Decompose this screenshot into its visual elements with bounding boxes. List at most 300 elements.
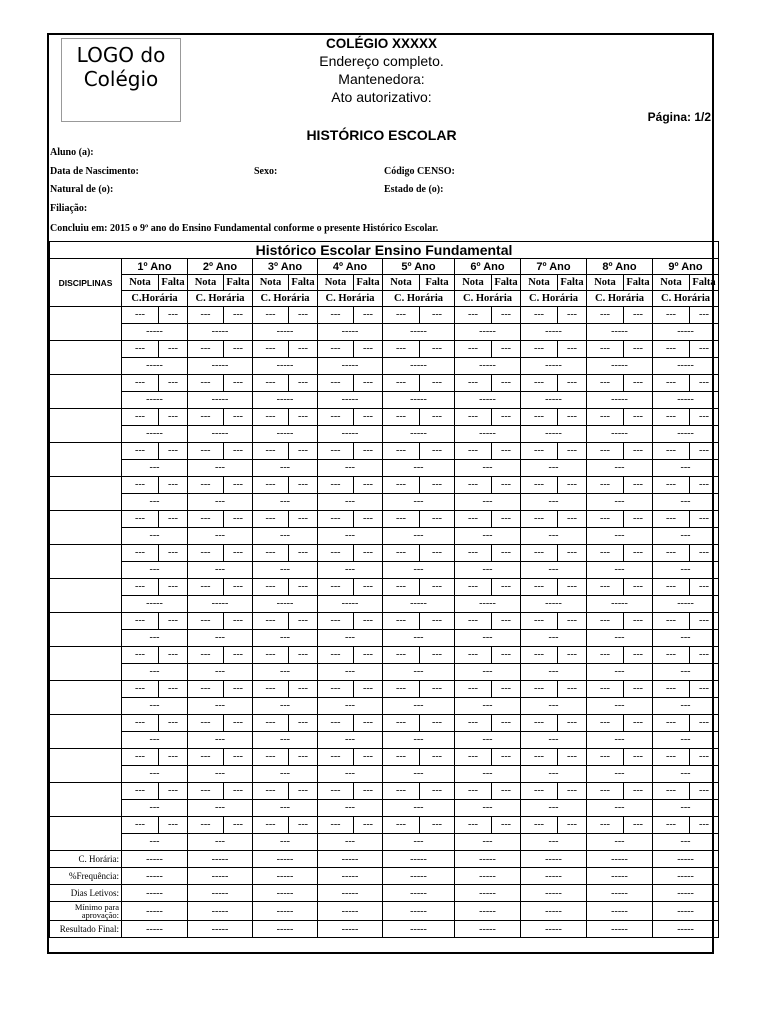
falta-cell[interactable]: --- [624,715,653,732]
nota-cell[interactable]: --- [122,715,159,732]
ch-cell[interactable]: --- [653,698,719,715]
ch-cell[interactable]: --- [188,732,253,749]
ch-cell[interactable]: --- [455,494,521,511]
nota-cell[interactable]: --- [521,783,558,800]
ch-cell[interactable]: ----- [455,596,521,613]
falta-cell[interactable]: --- [690,511,719,528]
nota-cell[interactable]: --- [318,307,354,324]
falta-cell[interactable]: --- [224,681,253,698]
falta-cell[interactable]: --- [558,375,587,392]
nota-cell[interactable]: --- [122,307,159,324]
summary-value[interactable]: ----- [253,902,318,921]
ch-cell[interactable]: --- [122,562,188,579]
nota-cell[interactable]: --- [653,511,690,528]
nota-cell[interactable]: --- [318,681,354,698]
ch-cell[interactable]: --- [653,800,719,817]
ch-cell[interactable]: --- [122,460,188,477]
nota-cell[interactable]: --- [587,613,624,630]
falta-cell[interactable]: --- [354,783,383,800]
falta-cell[interactable]: --- [224,307,253,324]
nota-cell[interactable]: --- [521,749,558,766]
falta-cell[interactable]: --- [492,307,521,324]
ch-cell[interactable]: ----- [455,392,521,409]
nota-cell[interactable]: --- [521,647,558,664]
falta-cell[interactable]: --- [690,817,719,834]
summary-value[interactable]: ----- [653,868,719,885]
ch-cell[interactable]: --- [653,460,719,477]
ch-cell[interactable]: --- [318,698,383,715]
falta-cell[interactable]: --- [624,477,653,494]
ch-cell[interactable]: --- [253,528,318,545]
ch-cell[interactable]: ----- [587,426,653,443]
nota-cell[interactable]: --- [318,579,354,596]
nota-cell[interactable]: --- [653,443,690,460]
ch-cell[interactable]: --- [318,834,383,851]
ch-cell[interactable]: --- [455,664,521,681]
ch-cell[interactable]: --- [383,630,455,647]
falta-cell[interactable]: --- [492,613,521,630]
nota-cell[interactable]: --- [122,579,159,596]
ch-cell[interactable]: ----- [188,596,253,613]
ch-cell[interactable]: --- [653,630,719,647]
discipline-name-cell[interactable] [50,817,122,851]
summary-value[interactable]: ----- [521,885,587,902]
nota-cell[interactable]: --- [253,375,289,392]
falta-cell[interactable]: --- [690,681,719,698]
falta-cell[interactable]: --- [354,613,383,630]
nota-cell[interactable]: --- [188,715,224,732]
ch-cell[interactable]: ----- [521,324,587,341]
ch-cell[interactable]: --- [122,494,188,511]
nota-cell[interactable]: --- [587,783,624,800]
falta-cell[interactable]: --- [492,375,521,392]
nota-cell[interactable]: --- [455,477,492,494]
falta-cell[interactable]: --- [420,477,455,494]
ch-cell[interactable]: --- [383,766,455,783]
ch-cell[interactable]: --- [521,460,587,477]
nota-cell[interactable]: --- [188,375,224,392]
ch-cell[interactable]: --- [253,630,318,647]
falta-cell[interactable]: --- [224,545,253,562]
falta-cell[interactable]: --- [624,783,653,800]
falta-cell[interactable]: --- [690,477,719,494]
nota-cell[interactable]: --- [653,307,690,324]
nota-cell[interactable]: --- [253,307,289,324]
summary-value[interactable]: ----- [587,885,653,902]
ch-cell[interactable]: --- [383,664,455,681]
ch-cell[interactable]: ----- [587,596,653,613]
nota-cell[interactable]: --- [122,511,159,528]
falta-cell[interactable]: --- [420,341,455,358]
ch-cell[interactable]: --- [587,494,653,511]
ch-cell[interactable]: --- [253,460,318,477]
nota-cell[interactable]: --- [188,409,224,426]
nota-cell[interactable]: --- [122,545,159,562]
ch-cell[interactable]: ----- [383,392,455,409]
nota-cell[interactable]: --- [383,443,420,460]
falta-cell[interactable]: --- [354,341,383,358]
falta-cell[interactable]: --- [354,681,383,698]
nota-cell[interactable]: --- [318,613,354,630]
nota-cell[interactable]: --- [122,647,159,664]
nota-cell[interactable]: --- [455,409,492,426]
falta-cell[interactable]: --- [224,783,253,800]
ch-cell[interactable]: --- [653,562,719,579]
falta-cell[interactable]: --- [624,375,653,392]
ch-cell[interactable]: --- [521,528,587,545]
nota-cell[interactable]: --- [587,375,624,392]
summary-value[interactable]: ----- [455,885,521,902]
ch-cell[interactable]: ----- [188,426,253,443]
nota-cell[interactable]: --- [521,307,558,324]
ch-cell[interactable]: ----- [253,392,318,409]
ch-cell[interactable]: ----- [122,596,188,613]
nota-cell[interactable]: --- [383,375,420,392]
falta-cell[interactable]: --- [224,715,253,732]
discipline-name-cell[interactable] [50,647,122,681]
falta-cell[interactable]: --- [420,749,455,766]
ch-cell[interactable]: --- [122,664,188,681]
nota-cell[interactable]: --- [521,579,558,596]
ch-cell[interactable]: --- [122,800,188,817]
ch-cell[interactable]: --- [318,494,383,511]
falta-cell[interactable]: --- [558,307,587,324]
nota-cell[interactable]: --- [653,715,690,732]
ch-cell[interactable]: --- [188,800,253,817]
nota-cell[interactable]: --- [253,783,289,800]
ch-cell[interactable]: ----- [521,358,587,375]
falta-cell[interactable]: --- [492,715,521,732]
falta-cell[interactable]: --- [420,511,455,528]
ch-cell[interactable]: --- [587,460,653,477]
ch-cell[interactable]: --- [122,528,188,545]
ch-cell[interactable]: --- [521,766,587,783]
summary-value[interactable]: ----- [122,868,188,885]
ch-cell[interactable]: ----- [455,426,521,443]
summary-value[interactable]: ----- [122,885,188,902]
ch-cell[interactable]: --- [653,766,719,783]
summary-value[interactable]: ----- [318,902,383,921]
falta-cell[interactable]: --- [624,409,653,426]
falta-cell[interactable]: --- [224,749,253,766]
ch-cell[interactable]: --- [587,562,653,579]
falta-cell[interactable]: --- [159,409,188,426]
falta-cell[interactable]: --- [492,477,521,494]
summary-value[interactable]: ----- [653,902,719,921]
ch-cell[interactable]: --- [521,834,587,851]
ch-cell[interactable]: --- [455,528,521,545]
ch-cell[interactable]: --- [383,460,455,477]
nota-cell[interactable]: --- [587,647,624,664]
summary-value[interactable]: ----- [521,921,587,938]
falta-cell[interactable]: --- [224,579,253,596]
ch-cell[interactable]: --- [383,834,455,851]
falta-cell[interactable]: --- [558,613,587,630]
falta-cell[interactable]: --- [354,375,383,392]
discipline-name-cell[interactable] [50,409,122,443]
discipline-name-cell[interactable] [50,681,122,715]
ch-cell[interactable]: ----- [587,392,653,409]
summary-value[interactable]: ----- [383,885,455,902]
falta-cell[interactable]: --- [289,647,318,664]
nota-cell[interactable]: --- [653,681,690,698]
falta-cell[interactable]: --- [492,511,521,528]
ch-cell[interactable]: ----- [653,596,719,613]
summary-value[interactable]: ----- [188,868,253,885]
nota-cell[interactable]: --- [318,477,354,494]
ch-cell[interactable]: ----- [521,392,587,409]
ch-cell[interactable]: --- [188,664,253,681]
ch-cell[interactable]: ----- [122,392,188,409]
falta-cell[interactable]: --- [492,647,521,664]
nota-cell[interactable]: --- [188,341,224,358]
ch-cell[interactable]: --- [455,562,521,579]
falta-cell[interactable]: --- [558,647,587,664]
falta-cell[interactable]: --- [159,783,188,800]
falta-cell[interactable]: --- [690,409,719,426]
nota-cell[interactable]: --- [383,783,420,800]
nota-cell[interactable]: --- [188,511,224,528]
falta-cell[interactable]: --- [159,307,188,324]
nota-cell[interactable]: --- [653,375,690,392]
falta-cell[interactable]: --- [558,511,587,528]
summary-value[interactable]: ----- [455,902,521,921]
falta-cell[interactable]: --- [420,443,455,460]
ch-cell[interactable]: --- [455,834,521,851]
nota-cell[interactable]: --- [653,783,690,800]
nota-cell[interactable]: --- [383,681,420,698]
nota-cell[interactable]: --- [188,545,224,562]
falta-cell[interactable]: --- [354,545,383,562]
ch-cell[interactable]: ----- [455,324,521,341]
falta-cell[interactable]: --- [289,477,318,494]
falta-cell[interactable]: --- [224,477,253,494]
nota-cell[interactable]: --- [383,579,420,596]
nota-cell[interactable]: --- [653,341,690,358]
summary-value[interactable]: ----- [318,885,383,902]
falta-cell[interactable]: --- [159,341,188,358]
nota-cell[interactable]: --- [318,443,354,460]
ch-cell[interactable]: ----- [383,596,455,613]
nota-cell[interactable]: --- [521,817,558,834]
nota-cell[interactable]: --- [122,477,159,494]
ch-cell[interactable]: --- [188,834,253,851]
falta-cell[interactable]: --- [492,749,521,766]
falta-cell[interactable]: --- [690,579,719,596]
ch-cell[interactable]: --- [587,664,653,681]
nota-cell[interactable]: --- [455,341,492,358]
ch-cell[interactable]: ----- [653,358,719,375]
falta-cell[interactable]: --- [354,817,383,834]
falta-cell[interactable]: --- [690,715,719,732]
falta-cell[interactable]: --- [420,307,455,324]
ch-cell[interactable]: --- [122,732,188,749]
nota-cell[interactable]: --- [521,443,558,460]
nota-cell[interactable]: --- [122,341,159,358]
summary-value[interactable]: ----- [188,851,253,868]
nota-cell[interactable]: --- [122,443,159,460]
falta-cell[interactable]: --- [289,783,318,800]
falta-cell[interactable]: --- [558,341,587,358]
falta-cell[interactable]: --- [492,443,521,460]
ch-cell[interactable]: --- [122,766,188,783]
nota-cell[interactable]: --- [122,375,159,392]
ch-cell[interactable]: --- [188,528,253,545]
nota-cell[interactable]: --- [587,341,624,358]
ch-cell[interactable]: --- [455,766,521,783]
nota-cell[interactable]: --- [188,749,224,766]
nota-cell[interactable]: --- [653,409,690,426]
ch-cell[interactable]: ----- [188,392,253,409]
falta-cell[interactable]: --- [558,477,587,494]
discipline-name-cell[interactable] [50,341,122,375]
ch-cell[interactable]: --- [653,732,719,749]
falta-cell[interactable]: --- [492,341,521,358]
falta-cell[interactable]: --- [159,681,188,698]
summary-value[interactable]: ----- [455,851,521,868]
falta-cell[interactable]: --- [354,749,383,766]
ch-cell[interactable]: --- [253,494,318,511]
falta-cell[interactable]: --- [224,341,253,358]
ch-cell[interactable]: --- [383,562,455,579]
falta-cell[interactable]: --- [624,681,653,698]
falta-cell[interactable]: --- [624,613,653,630]
discipline-name-cell[interactable] [50,613,122,647]
falta-cell[interactable]: --- [289,511,318,528]
ch-cell[interactable]: --- [521,494,587,511]
nota-cell[interactable]: --- [455,545,492,562]
nota-cell[interactable]: --- [587,477,624,494]
falta-cell[interactable]: --- [558,545,587,562]
ch-cell[interactable]: --- [653,494,719,511]
ch-cell[interactable]: --- [455,732,521,749]
ch-cell[interactable]: ----- [253,596,318,613]
discipline-name-cell[interactable] [50,307,122,341]
ch-cell[interactable]: --- [122,834,188,851]
falta-cell[interactable]: --- [558,681,587,698]
falta-cell[interactable]: --- [690,783,719,800]
summary-value[interactable]: ----- [587,851,653,868]
falta-cell[interactable]: --- [624,545,653,562]
ch-cell[interactable]: --- [253,834,318,851]
summary-value[interactable]: ----- [318,868,383,885]
falta-cell[interactable]: --- [420,409,455,426]
ch-cell[interactable]: --- [188,562,253,579]
ch-cell[interactable]: ----- [653,392,719,409]
ch-cell[interactable]: --- [587,528,653,545]
nota-cell[interactable]: --- [122,613,159,630]
falta-cell[interactable]: --- [159,613,188,630]
nota-cell[interactable]: --- [383,511,420,528]
falta-cell[interactable]: --- [354,511,383,528]
nota-cell[interactable]: --- [587,715,624,732]
falta-cell[interactable]: --- [159,443,188,460]
nota-cell[interactable]: --- [455,307,492,324]
ch-cell[interactable]: --- [253,766,318,783]
falta-cell[interactable]: --- [492,545,521,562]
nota-cell[interactable]: --- [318,817,354,834]
nota-cell[interactable]: --- [318,511,354,528]
summary-value[interactable]: ----- [383,921,455,938]
nota-cell[interactable]: --- [122,749,159,766]
discipline-name-cell[interactable] [50,511,122,545]
nota-cell[interactable]: --- [455,443,492,460]
nota-cell[interactable]: --- [253,341,289,358]
summary-value[interactable]: ----- [188,902,253,921]
nota-cell[interactable]: --- [188,443,224,460]
nota-cell[interactable]: --- [253,477,289,494]
discipline-name-cell[interactable] [50,477,122,511]
ch-cell[interactable]: --- [188,766,253,783]
discipline-name-cell[interactable] [50,443,122,477]
nota-cell[interactable]: --- [587,443,624,460]
summary-value[interactable]: ----- [383,851,455,868]
falta-cell[interactable]: --- [354,307,383,324]
ch-cell[interactable]: --- [318,766,383,783]
falta-cell[interactable]: --- [624,749,653,766]
ch-cell[interactable]: --- [521,800,587,817]
ch-cell[interactable]: ----- [188,324,253,341]
nota-cell[interactable]: --- [383,545,420,562]
nota-cell[interactable]: --- [318,409,354,426]
nota-cell[interactable]: --- [383,749,420,766]
ch-cell[interactable]: ----- [653,426,719,443]
nota-cell[interactable]: --- [188,681,224,698]
falta-cell[interactable]: --- [420,613,455,630]
ch-cell[interactable]: --- [653,528,719,545]
falta-cell[interactable]: --- [289,613,318,630]
ch-cell[interactable]: --- [653,664,719,681]
nota-cell[interactable]: --- [188,613,224,630]
ch-cell[interactable]: ----- [587,324,653,341]
nota-cell[interactable]: --- [653,477,690,494]
ch-cell[interactable]: --- [253,698,318,715]
nota-cell[interactable]: --- [587,545,624,562]
nota-cell[interactable]: --- [521,545,558,562]
falta-cell[interactable]: --- [354,409,383,426]
ch-cell[interactable]: ----- [122,324,188,341]
nota-cell[interactable]: --- [122,817,159,834]
nota-cell[interactable]: --- [455,647,492,664]
ch-cell[interactable]: --- [188,698,253,715]
falta-cell[interactable]: --- [354,715,383,732]
ch-cell[interactable]: --- [521,732,587,749]
falta-cell[interactable]: --- [159,817,188,834]
falta-cell[interactable]: --- [289,375,318,392]
falta-cell[interactable]: --- [159,579,188,596]
nota-cell[interactable]: --- [521,511,558,528]
nota-cell[interactable]: --- [253,613,289,630]
ch-cell[interactable]: --- [521,562,587,579]
summary-value[interactable]: ----- [587,868,653,885]
nota-cell[interactable]: --- [188,783,224,800]
falta-cell[interactable]: --- [289,715,318,732]
ch-cell[interactable]: ----- [122,358,188,375]
falta-cell[interactable]: --- [492,681,521,698]
falta-cell[interactable]: --- [558,817,587,834]
falta-cell[interactable]: --- [159,715,188,732]
falta-cell[interactable]: --- [420,647,455,664]
ch-cell[interactable]: --- [383,698,455,715]
falta-cell[interactable]: --- [624,647,653,664]
falta-cell[interactable]: --- [624,443,653,460]
nota-cell[interactable]: --- [318,341,354,358]
nota-cell[interactable]: --- [455,511,492,528]
falta-cell[interactable]: --- [558,579,587,596]
nota-cell[interactable]: --- [253,545,289,562]
ch-cell[interactable]: --- [383,800,455,817]
ch-cell[interactable]: ----- [318,324,383,341]
